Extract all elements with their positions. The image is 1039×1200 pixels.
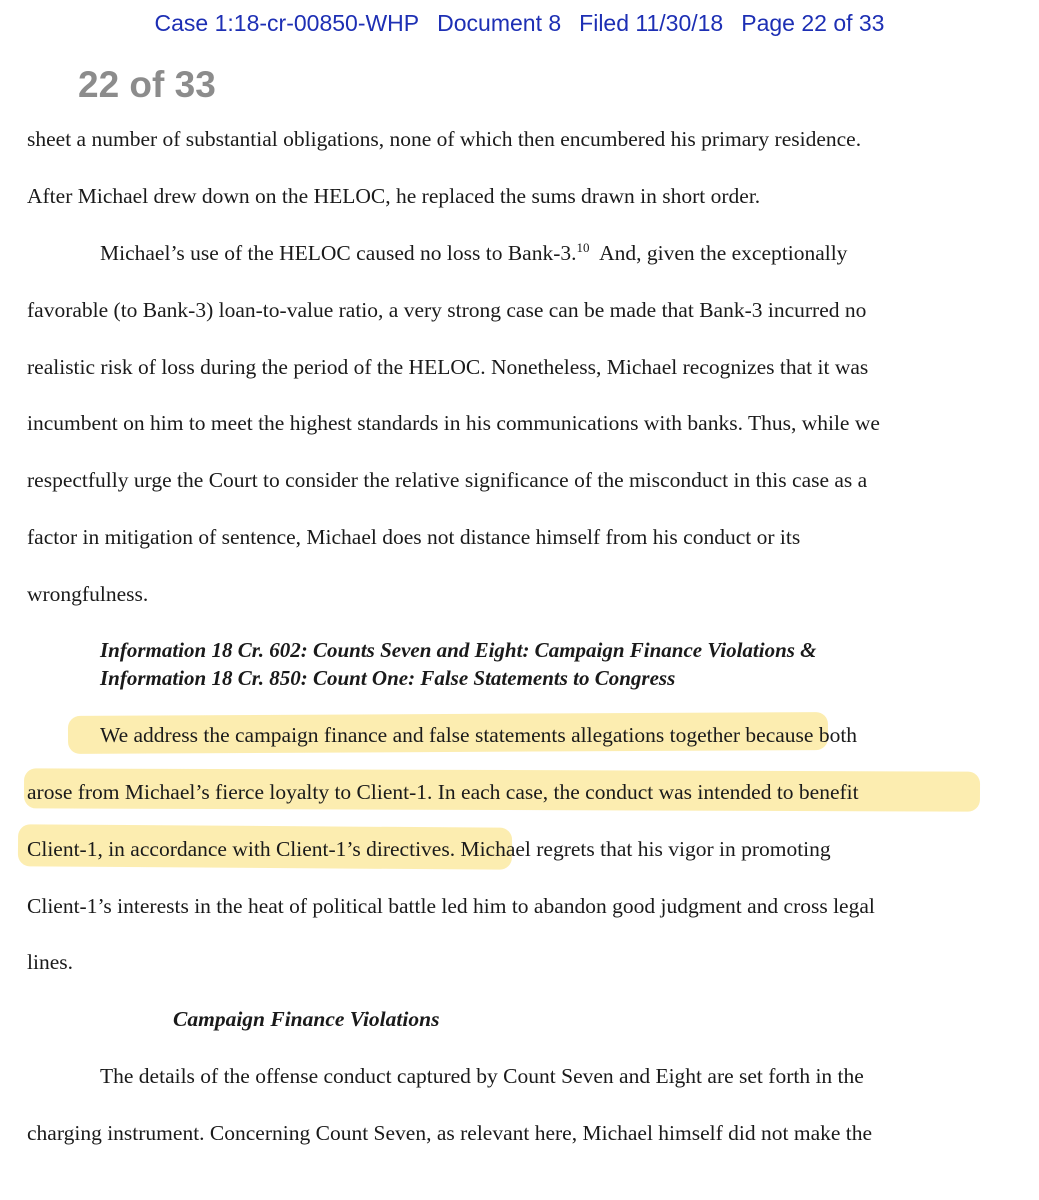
- body-text-line: [100, 240, 847, 266]
- body-text-line: Client-1’s interests in the heat of political battle led him to abandon good judgment and cross legal: [27, 894, 875, 918]
- body-text-line: lines.: [27, 950, 73, 974]
- body-text-line: realistic risk of loss during the period of the HELOC. Nonetheless, Michael recognizes that it was: [27, 355, 869, 379]
- body-text-line: We address the campaign finance and false statements allegations together because both: [100, 723, 858, 747]
- body-text-segment: Michael’s use of the HELOC caused no loss to Bank-3.: [100, 241, 577, 265]
- section-heading: Information 18 Cr. 850: Count One: False Statements to Congress: [100, 666, 676, 690]
- body-text-line: sheet a number of substantial obligations, none of which then encumbered his primary residence.: [27, 127, 862, 151]
- body-text-line: favorable (to Bank-3) loan-to-value ratio, a very strong case can be made that Bank-3 incurred no: [27, 298, 867, 322]
- page-number: Page 22 of 33: [741, 10, 885, 36]
- case-number: Case 1:18-cr-00850-WHP: [154, 10, 420, 36]
- body-text-line: factor in mitigation of sentence, Michael does not distance himself from his conduct or its: [27, 525, 801, 549]
- ecf-header: [0, 10, 1039, 37]
- document-number: Document 8: [437, 10, 562, 36]
- subsection-heading: Campaign Finance Violations: [173, 1007, 440, 1031]
- body-text-line: incumbent on him to meet the highest standards in his communications with banks. Thus, while we: [27, 411, 880, 435]
- body-text-line: wrongfulness.: [27, 582, 149, 606]
- body-text-line: charging instrument. Concerning Count Seven, as relevant here, Michael himself did not make the: [27, 1121, 873, 1145]
- section-heading: Information 18 Cr. 602: Counts Seven and Eight: Campaign Finance Violations &: [100, 638, 817, 662]
- footnote-marker[interactable]: 10: [576, 240, 590, 255]
- page-indicator: 22 of 33: [78, 64, 216, 105]
- body-text-line: arose from Michael’s fierce loyalty to Client-1. In each case, the conduct was intended to benefit: [27, 780, 859, 804]
- body-text-line: The details of the offense conduct captured by Count Seven and Eight are set forth in the: [100, 1064, 864, 1088]
- filed-date: Filed 11/30/18: [579, 10, 724, 36]
- body-text-segment: And, given the exceptionally: [589, 241, 848, 265]
- body-text-line: Client-1, in accordance with Client-1’s directives. Michael regrets that his vigor in promoting: [27, 837, 831, 861]
- body-text-line: After Michael drew down on the HELOC, he replaced the sums drawn in short order.: [27, 184, 761, 208]
- body-text-line: respectfully urge the Court to consider the relative significance of the misconduct in this case as a: [27, 468, 868, 492]
